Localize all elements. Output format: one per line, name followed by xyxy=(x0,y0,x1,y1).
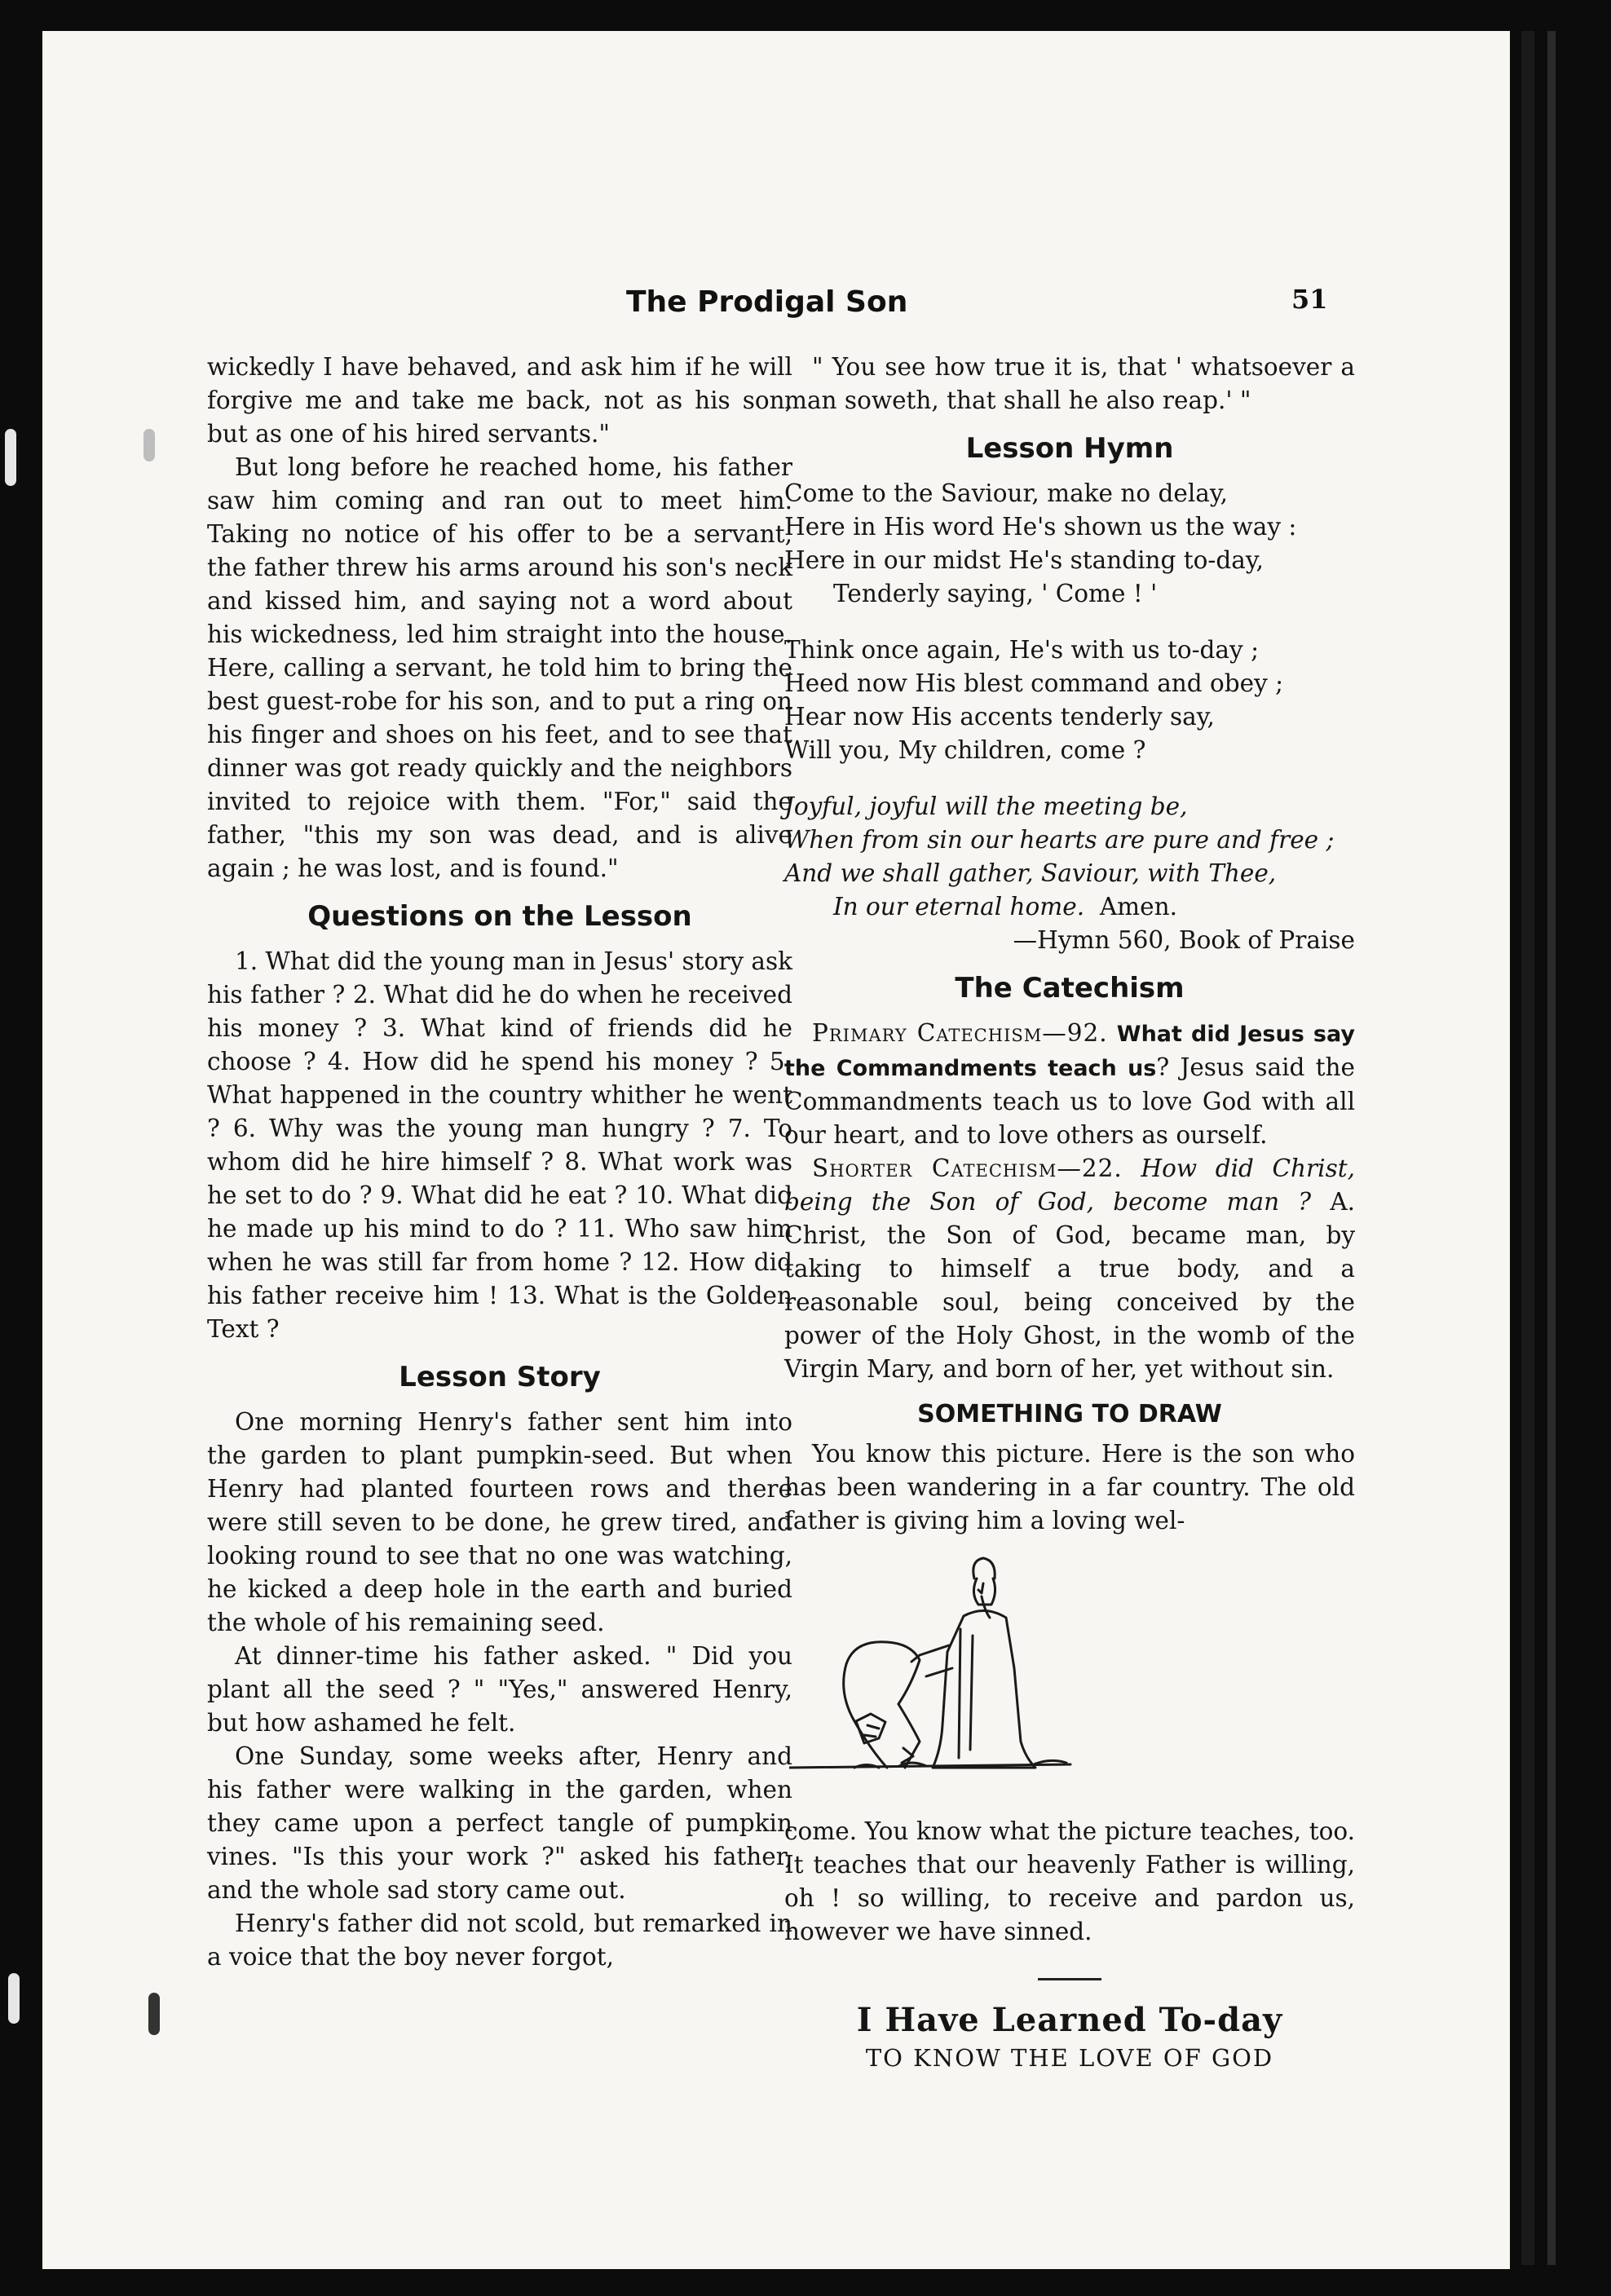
story-paragraph: Henry's father did not scold, but remarked in a voice that the boy never forgot, xyxy=(207,1910,792,1971)
shorter-catechism-label: Shorter Catechism—22. xyxy=(812,1155,1123,1182)
left-column xyxy=(207,351,792,1974)
running-title: The Prodigal Son xyxy=(626,285,908,319)
primary-question-mark: ? xyxy=(1156,1053,1170,1081)
hymn-line: And we shall gather, Saviour, with Thee, xyxy=(784,859,1277,887)
hymn-line: Heed now His blest command and obey ; xyxy=(784,669,1284,697)
shorter-catechism-answer: A. Christ, the Son of God, became man, by taking to himself a true body, and a reasonable soul, being conceived by the power of the Holy Ghost, in the womb of the Virgin Mary, and born of her, yet without sin. xyxy=(784,1188,1355,1383)
hymn-line: When from sin our hearts are pure and free ; xyxy=(784,826,1335,854)
questions-heading: Questions on the Lesson xyxy=(307,900,692,933)
divider-rule xyxy=(1038,1978,1101,1980)
hymn-line: Here in His word He's shown us the way : xyxy=(784,513,1297,541)
draw-text-1: You know this picture. Here is the son who has been wandering in a far country. The old father is giving him a loving wel- xyxy=(784,1440,1355,1534)
motto-line-2: TO KNOW THE LOVE OF GOD xyxy=(865,2044,1274,2072)
story-paragraph: One morning Henry's father sent him into the garden to plant pumpkin-seed. But when Henry had planted fourteen rows and there were still seven to be done, he grew tired, and looking round to see that no one was watching, he kicked a deep hole in the earth and buried the whole of his remaining seed. xyxy=(207,1408,792,1636)
hymn-line: Tenderly saying, ' Come ! ' xyxy=(833,580,1158,607)
hymn-line: Joyful, joyful will the meeting be, xyxy=(784,793,1188,820)
story-continued: wickedly I have behaved, and ask him if he will forgive me and take me back, not as his son, but as one of his hired servants." xyxy=(207,353,792,448)
hymn-line: Here in our midst He's standing to-day, xyxy=(784,546,1264,574)
page-edge-stripe xyxy=(1547,31,1556,2265)
lesson-hymn-heading: Lesson Hymn xyxy=(965,432,1174,465)
story-paragraph: One Sunday, some weeks after, Henry and his father were walking in the garden, when they came upon a perfect tangle of pumpkin vines. "Is this your work ?" asked his father, and the whole sad story came out. xyxy=(207,1742,792,1904)
book-page xyxy=(42,31,1510,2269)
lesson-story-heading: Lesson Story xyxy=(399,1361,601,1393)
page-number: 51 xyxy=(1291,284,1328,315)
hymn-line: Think once again, He's with us to-day ; xyxy=(784,636,1260,664)
story-return-paragraph: But long before he reached home, his father saw him coming and ran out to meet him. Taking no notice of his offer to be a servant, the father threw his arms around his son's neck and kissed him, and saying not a word about his wickedness, led him straight into the house. Here, calling a servant, he told him to bring the best guest-robe for his son, and to put a ring on his finger and shoes on his feet, and to see that dinner was got ready quickly and the neighbors invited to rejoice with them. "For," said the father, "this my son was dead, and is alive again ; he was lost, and is found." xyxy=(207,453,792,882)
hymn-chorus xyxy=(784,790,1355,924)
story-end: " You see how true it is, that ' whatsoever a man soweth, that shall he also reap.' " xyxy=(784,353,1355,414)
shorter-catechism xyxy=(784,1152,1355,1386)
story-paragraph: At dinner-time his father asked. " Did you plant all the seed ? " "Yes," answered Henry, but how ashamed he felt. xyxy=(207,1642,792,1737)
page-edge-stripe xyxy=(1521,31,1534,2265)
hymn-attribution: —Hymn 560, Book of Praise xyxy=(1013,926,1355,954)
hymn-last-line: In our eternal home. xyxy=(833,893,1085,921)
binding-hole xyxy=(148,1993,160,2035)
hymn-stanza-1 xyxy=(784,477,1355,611)
hymn-stanza-2 xyxy=(784,634,1355,767)
binding-hole xyxy=(8,1973,20,2024)
hymn-line xyxy=(784,890,1355,924)
primary-catechism xyxy=(784,1017,1355,1152)
hymn-line: Come to the Saviour, make no delay, xyxy=(784,479,1228,507)
draw-text-2: come. You know what the picture teaches, too. It teaches that our heavenly Father is willing, oh ! so willing, to receive and pardon us, however we have sinned. xyxy=(784,1817,1355,1945)
questions-text: 1. What did the young man in Jesus' story ask his father ? 2. What did he do when he received his money ? 3. What kind of friends did he choose ? 4. How did he spend his money ? 5. What happened in the country whither he went ? 6. Why was the young man hungry ? 7. To whom did he hire himself ? 8. What work was he set to do ? 9. What did he eat ? 10. What did he made up his mind to do ? 11. Who saw him when he was still far from home ? 12. How did his father receive him ! 13. What is the Golden Text ? xyxy=(207,947,792,1343)
hymn-line: Will you, My children, come ? xyxy=(784,736,1146,764)
prodigal-son-illustration xyxy=(789,1554,1083,1799)
hymn-line: Hear now His accents tenderly say, xyxy=(784,703,1215,731)
primary-catechism-answer: Jesus said the Commandments teach us to love God with all our heart, and to love others as ourself. xyxy=(784,1053,1355,1149)
something-to-draw-heading: SOMETHING TO DRAW xyxy=(917,1400,1222,1428)
binding-hole xyxy=(143,429,155,461)
primary-catechism-label: Primary Catechism—92. xyxy=(812,1019,1108,1047)
motto-line-1: I Have Learned To-day xyxy=(856,2001,1283,2039)
catechism-heading: The Catechism xyxy=(955,972,1185,1004)
shorter-catechism-question: How did Christ, being the Son of God, become man ? xyxy=(784,1155,1355,1216)
right-column xyxy=(784,351,1355,2075)
primary-catechism-question: What did Jesus say the Commandments teach us xyxy=(784,1022,1355,1081)
binding-hole xyxy=(5,429,16,486)
hymn-amen: Amen. xyxy=(1099,893,1177,921)
